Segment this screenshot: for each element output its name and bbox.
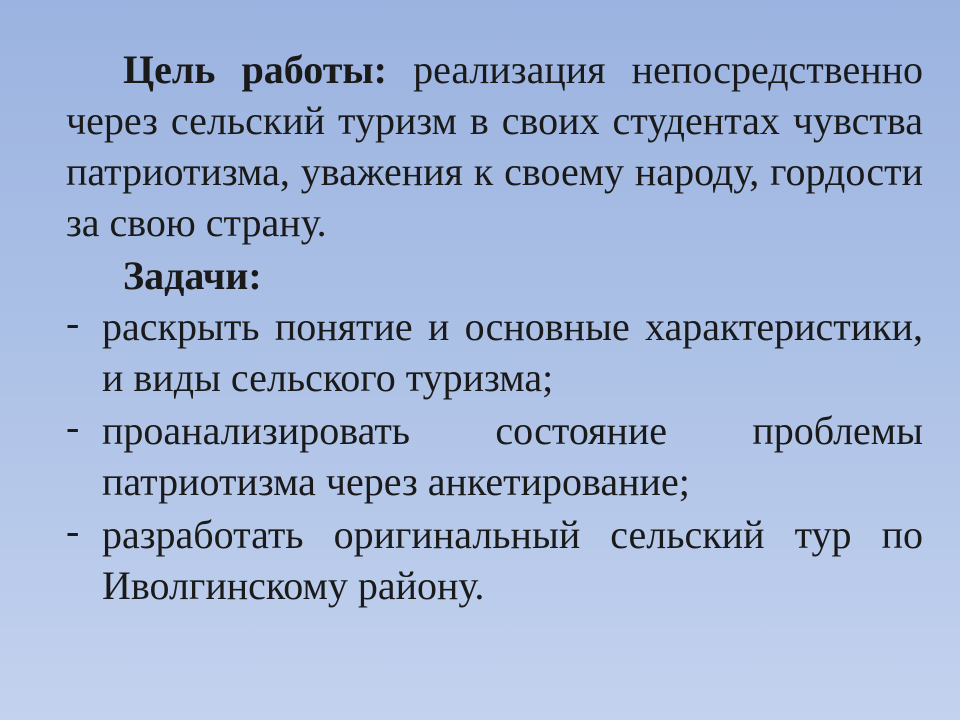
slide-content [66,44,923,613]
goal-text: реализация непосредственно через сельский туризм в своих студентах чувства патриотизма, уважения к своему народу, гордости за свою страну. [66,47,924,245]
goal-paragraph [66,44,923,248]
task-text: проанализировать состояние проблемы патриотизма через анкетирование; [102,408,923,504]
goal-label: Цель работы: [123,47,387,92]
task-item [66,509,923,611]
dash-bullet-icon: - [66,404,80,449]
tasks-heading: Задачи: [123,253,262,298]
task-text: раскрыть понятие и основные характеристики, и виды сельского туризма; [102,304,923,400]
dash-bullet-icon: - [66,508,80,553]
task-text: разработать оригинальный сельский тур по Иволгинскому району. [102,512,923,608]
dash-bullet-icon: - [66,300,80,345]
tasks-list [66,301,923,611]
task-item [66,405,923,507]
task-item [66,301,923,403]
